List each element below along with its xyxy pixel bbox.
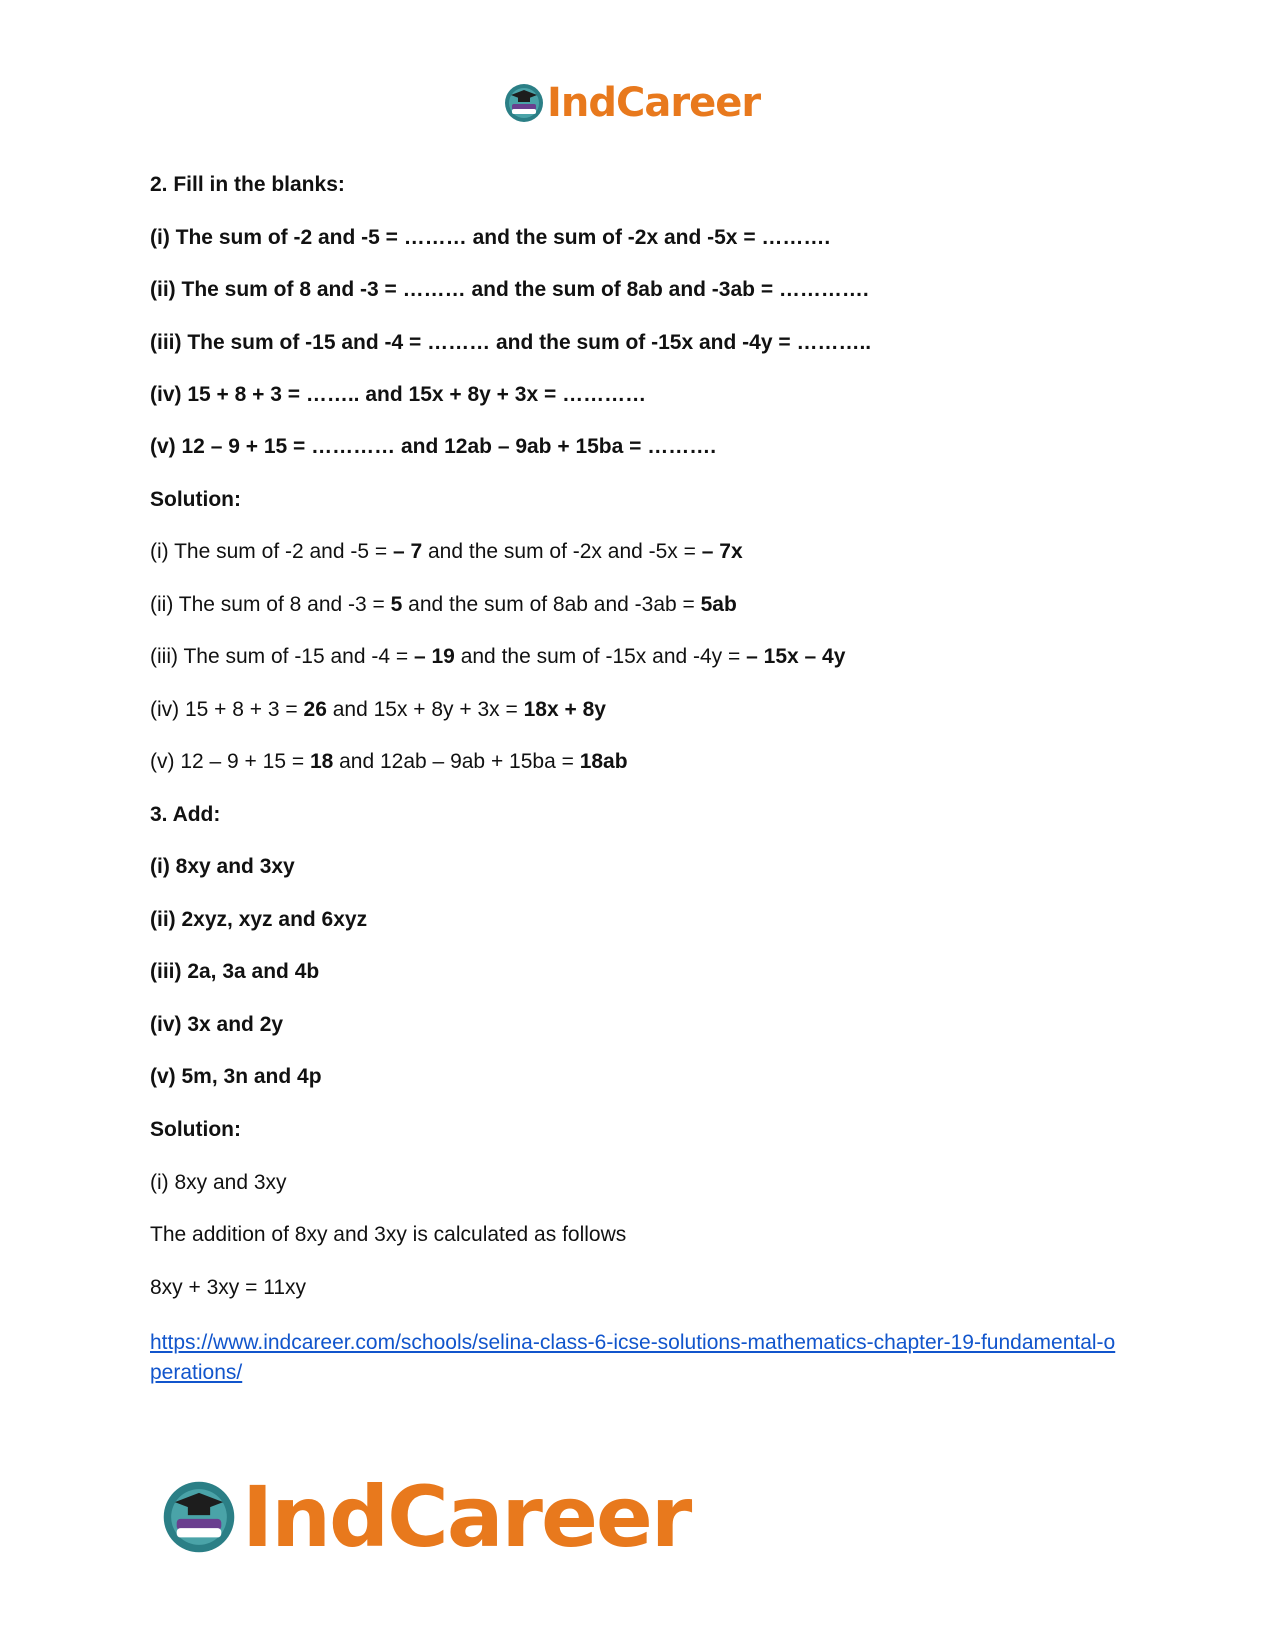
q2-item-v: (v) 12 – 9 + 15 = ………… and 12ab – 9ab + 15ba = ………. xyxy=(150,435,717,458)
indcareer-logo-bottom xyxy=(160,1468,690,1566)
q2-item-ii: (ii) The sum of 8 and -3 = ……… and the sum of 8ab and -3ab = …………. xyxy=(150,278,869,301)
q2-item-i: (i) The sum of -2 and -5 = ……… and the sum of -2x and -5x = ………. xyxy=(150,226,831,249)
q2-solution-iii: (iii) The sum of -15 and -4 = – 19 and the sum of -15x and -4y = – 15x – 4y xyxy=(150,645,846,668)
q3-item-v: (v) 5m, 3n and 4p xyxy=(150,1065,322,1088)
q2-item-iv: (iv) 15 + 8 + 3 = …….. and 15x + 8y + 3x = ………… xyxy=(150,383,647,406)
graduation-book-icon xyxy=(503,82,545,124)
q2-solution-v: (v) 12 – 9 + 15 = 18 and 12ab – 9ab + 15ba = 18ab xyxy=(150,750,628,773)
indcareer-logo-top xyxy=(503,80,760,126)
solution-label: Solution: xyxy=(150,488,241,511)
q3-item-ii: (ii) 2xyz, xyz and 6xyz xyxy=(150,908,368,931)
q3-solution-line-2: The addition of 8xy and 3xy is calculated as follows xyxy=(150,1223,627,1246)
q2-solution-i: (i) The sum of -2 and -5 = – 7 and the sum of -2x and -5x = – 7x xyxy=(150,540,743,563)
q3-solution-line-3: 8xy + 3xy = 11xy xyxy=(150,1276,307,1299)
logo-wordmark: IndCareer xyxy=(242,1468,691,1566)
graduation-book-icon xyxy=(160,1478,238,1556)
q2-solution-ii: (ii) The sum of 8 and -3 = 5 and the sum of 8ab and -3ab = 5ab xyxy=(150,593,737,616)
q3-item-iii: (iii) 2a, 3a and 4b xyxy=(150,960,320,983)
question-2-title: 2. Fill in the blanks: xyxy=(150,173,345,196)
question-3-title: 3. Add: xyxy=(150,803,221,826)
q2-item-iii: (iii) The sum of -15 and -4 = ……… and the sum of -15x and -4y = ……….. xyxy=(150,331,872,354)
footer-url-link[interactable]: https://www.indcareer.com/schools/selina-class-6-icse-solutions-mathematics-chapter-19-fundamental-operations/ xyxy=(150,1331,1116,1384)
q3-solution-line-1: (i) 8xy and 3xy xyxy=(150,1171,287,1194)
q3-item-i: (i) 8xy and 3xy xyxy=(150,855,295,878)
q3-solution-label: Solution: xyxy=(150,1118,241,1141)
q3-item-iv: (iv) 3x and 2y xyxy=(150,1013,284,1036)
logo-wordmark: IndCareer xyxy=(547,80,761,126)
q2-solution-iv: (iv) 15 + 8 + 3 = 26 and 15x + 8y + 3x = 18x + 8y xyxy=(150,698,606,721)
